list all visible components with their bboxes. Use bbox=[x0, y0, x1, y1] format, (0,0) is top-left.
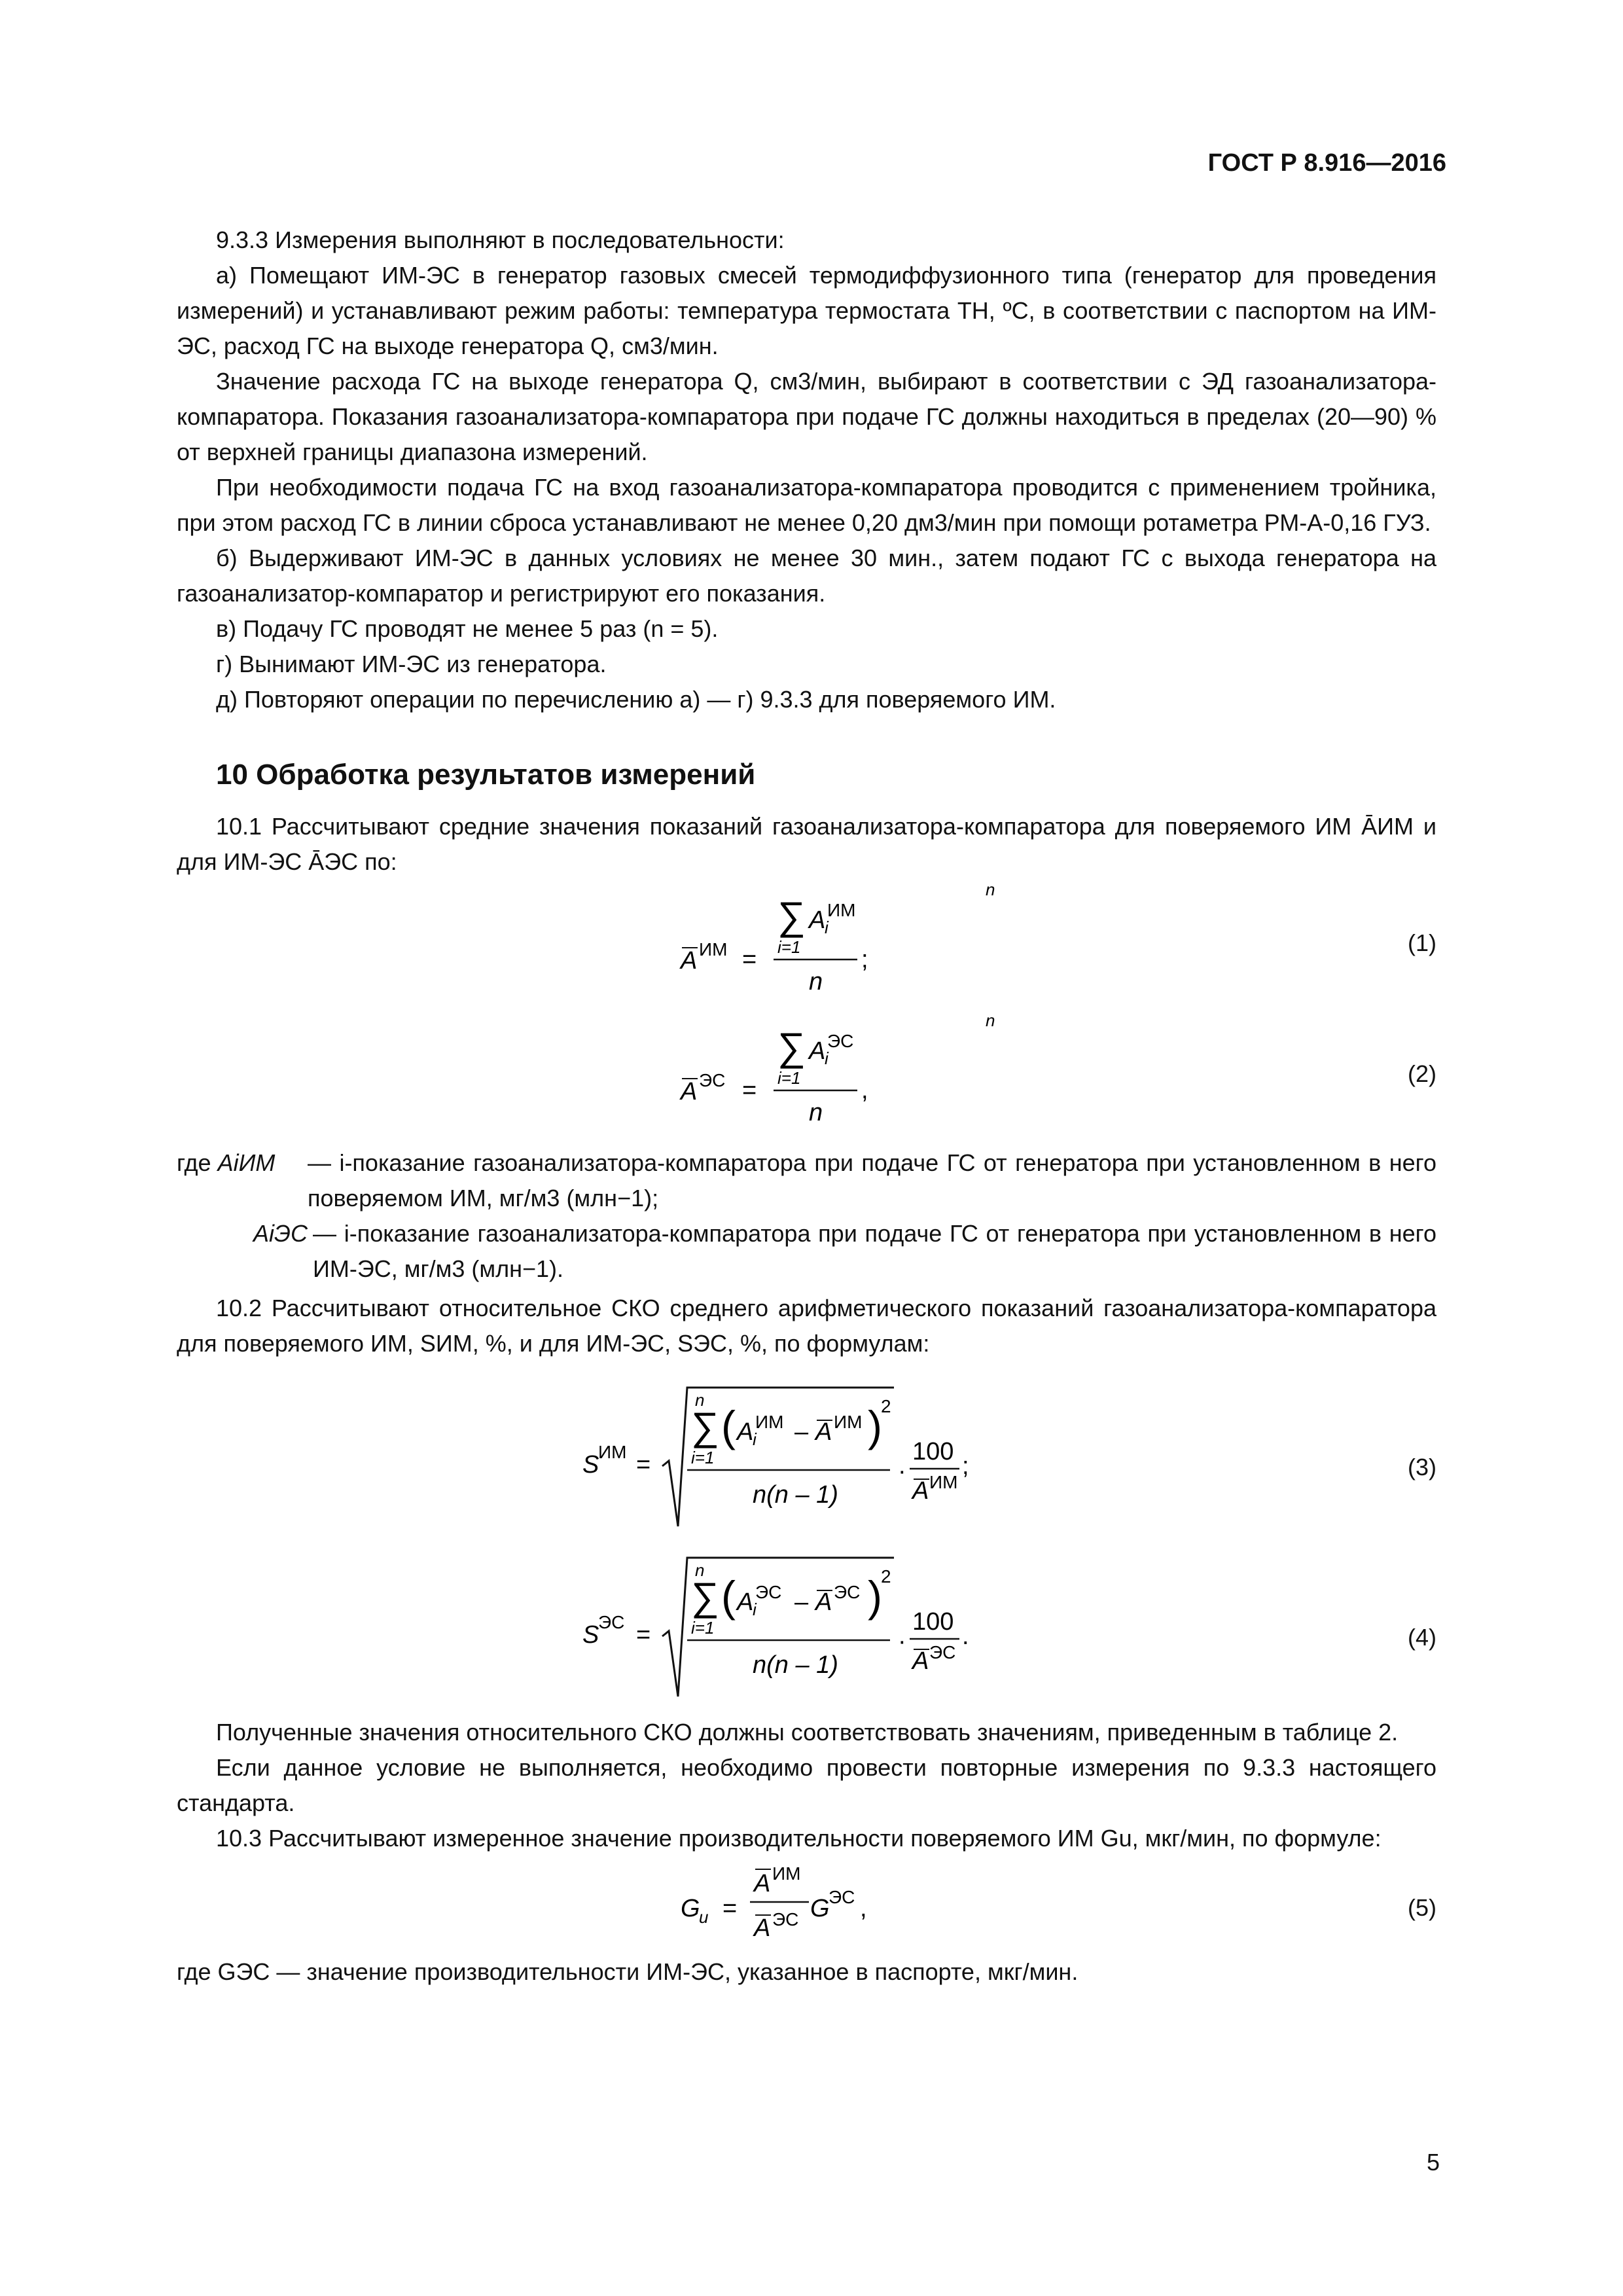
formula-5 bbox=[177, 1856, 1436, 1954]
denominator: n(n – 1) bbox=[753, 1481, 838, 1509]
where-block-1 bbox=[177, 1145, 1436, 1287]
svg-text:A: A bbox=[737, 1588, 754, 1616]
paragraph: 10.1 Рассчитывают средние значения показаний газоанализатора-компаратора для поверяемого ИМ ĀИМ и для ИМ-ЭС ĀЭС по: bbox=[177, 813, 1436, 875]
formula-number: (4) bbox=[1408, 1624, 1436, 1651]
sum-upper-limit: n bbox=[986, 1011, 995, 1030]
paragraph: Если данное условие не выполняется, необходимо провести повторные измерения по 9.3.3 настоящего стандарта. bbox=[177, 1754, 1436, 1816]
svg-text:ИМ: ИМ bbox=[834, 1412, 863, 1432]
svg-text:(: ( bbox=[721, 1572, 736, 1621]
svg-text:A: A bbox=[737, 1418, 754, 1446]
formula-end: ; bbox=[962, 1452, 969, 1480]
svg-text:–: – bbox=[794, 1418, 809, 1446]
formula-number: (5) bbox=[1408, 1894, 1436, 1921]
svg-text:G: G bbox=[810, 1895, 830, 1922]
where-block-2: где GЭС — значение производительности ИМ-ЭС, указанное в паспорте, мкг/мин. bbox=[177, 1958, 1079, 1985]
svg-text:∑: ∑ bbox=[691, 1405, 719, 1448]
page-number: 5 bbox=[1426, 2149, 1440, 2176]
where-symbol: где AiИМ bbox=[177, 1149, 276, 1176]
svg-text:=: = bbox=[636, 1451, 651, 1479]
paragraph: Значение расхода ГС на выходе генератора Q, см3/мин, выбирают в соответствии с ЭД газоанализатора-компаратора. Показания газоанализатора-компаратора при подаче ГС должны находиться в пределах (20—90) % от верхней границы диапазона измерений. bbox=[177, 368, 1436, 465]
where-row bbox=[177, 1216, 1436, 1287]
formula-3-graphic bbox=[177, 1374, 1436, 1545]
svg-text:A: A bbox=[815, 1588, 832, 1616]
sum-term: A bbox=[809, 1037, 826, 1065]
sum-sign: ∑ bbox=[777, 1025, 806, 1069]
svg-text:ИМ: ИМ bbox=[929, 1472, 958, 1492]
g-sup: ЭС bbox=[829, 1887, 855, 1907]
page-content bbox=[177, 223, 1436, 1990]
denominator: n bbox=[809, 968, 823, 996]
formula-1 bbox=[177, 880, 1436, 1011]
formula-end: , bbox=[861, 1077, 868, 1104]
svg-text:=: = bbox=[742, 946, 757, 973]
svg-text:i=1: i=1 bbox=[691, 1618, 715, 1638]
power: 2 bbox=[881, 1566, 891, 1587]
numerator-sup: ИМ bbox=[772, 1863, 801, 1884]
lhs-sup: ИМ bbox=[598, 1442, 627, 1462]
where-text: — i-показание газоанализатора-компаратора при подаче ГС от генератора при установленном в него поверяемом ИМ, мг/м3 (млн−1); bbox=[308, 1149, 1436, 1211]
svg-text:n: n bbox=[695, 1390, 705, 1410]
formula-4-graphic bbox=[177, 1545, 1436, 1715]
formula-1-graphic bbox=[177, 880, 1436, 1011]
lhs-sup: ИМ bbox=[699, 939, 728, 960]
formula-2 bbox=[177, 1011, 1436, 1141]
formula-number: (3) bbox=[1408, 1454, 1436, 1480]
paragraph: а) Помещают ИМ-ЭС в генератор газовых смесей термодиффузионного типа (генератор для проведения измерений) и устанавливают режим работы: температура термостата TН, ºС, в соответствии с паспортом на ИМ-ЭС, расход ГС на выходе генератора Q, см3/мин. bbox=[177, 262, 1436, 359]
paragraph: 10.3 Рассчитывают измеренное значение производительности поверяемого ИМ Gu, мкг/мин, по формуле: bbox=[216, 1825, 1382, 1852]
svg-text:·: · bbox=[898, 1628, 906, 1655]
paragraph: д) Повторяют операции по перечислению а) — г) 9.3.3 для поверяемого ИМ. bbox=[216, 686, 1056, 713]
power: 2 bbox=[881, 1396, 891, 1416]
where-text: — i-показание газоанализатора-компаратора при подаче ГС от генератора при установленном в него ИМ-ЭС, мг/м3 (млн−1). bbox=[313, 1220, 1436, 1282]
sum-sign: ∑ bbox=[777, 894, 806, 938]
svg-text:): ) bbox=[868, 1572, 882, 1621]
svg-text:): ) bbox=[868, 1402, 882, 1450]
svg-text:i=1: i=1 bbox=[691, 1448, 715, 1467]
sum-term: A bbox=[809, 906, 826, 934]
svg-text:A: A bbox=[912, 1647, 929, 1675]
formula-2-graphic bbox=[177, 1011, 1436, 1141]
lhs-sup: ЭС bbox=[598, 1612, 625, 1632]
where-row bbox=[177, 1145, 1436, 1216]
svg-text:i: i bbox=[753, 1429, 757, 1449]
svg-text:=: = bbox=[742, 1077, 757, 1104]
svg-text:A: A bbox=[754, 1914, 771, 1942]
sum-term-sub: i bbox=[825, 918, 829, 937]
sum-term-sup: ЭС bbox=[827, 1031, 854, 1051]
hundred: 100 bbox=[912, 1438, 954, 1465]
lhs-symbol: S bbox=[582, 1451, 599, 1479]
formula-number: (1) bbox=[1408, 929, 1436, 956]
formula-number: (2) bbox=[1408, 1060, 1436, 1087]
svg-text:A: A bbox=[912, 1477, 929, 1505]
svg-text:∑: ∑ bbox=[691, 1575, 719, 1619]
inner-sup: ЭС bbox=[755, 1582, 782, 1602]
svg-text:ЭС: ЭС bbox=[834, 1582, 861, 1602]
svg-text:i: i bbox=[753, 1600, 757, 1619]
lhs-symbol: G bbox=[681, 1895, 700, 1922]
sum-lower-limit: i=1 bbox=[777, 1068, 801, 1088]
svg-text:=: = bbox=[722, 1895, 738, 1922]
paragraph: б) Выдерживают ИМ-ЭС в данных условиях не менее 30 мин., затем подают ГС с выхода генератора на газоанализатор-компаратор и регистрируют его показания. bbox=[177, 545, 1436, 607]
formula-end: . bbox=[962, 1623, 969, 1650]
document-code: ГОСТ Р 8.916—2016 bbox=[1207, 149, 1446, 177]
paragraph: Полученные значения относительного СКО должны соответствовать значениям, приведенным в таблице 2. bbox=[216, 1719, 1399, 1746]
paragraph: При необходимости подача ГС на вход газоанализатора-компаратора проводится с применением тройника, при этом расход ГС в линии сброса устанавливают не менее 0,20 дм3/мин при помощи ротаметра РМ-А-0,16 ГУЗ. bbox=[177, 474, 1436, 536]
formula-end: ; bbox=[861, 946, 868, 973]
svg-text:=: = bbox=[636, 1621, 651, 1649]
sum-term-sup: ИМ bbox=[827, 900, 856, 920]
svg-text:·: · bbox=[898, 1458, 906, 1485]
formula-3 bbox=[177, 1374, 1436, 1545]
lhs-sup: ЭС bbox=[699, 1070, 726, 1090]
lhs-symbol: A bbox=[681, 1078, 698, 1105]
where-symbol: AiЭС bbox=[253, 1220, 308, 1247]
paragraph: 10.2 Рассчитывают относительное СКО среднего арифметического показаний газоанализатора-компаратора для поверяемого ИМ, SИМ, %, и для ИМ-ЭС, SЭС, %, по формулам: bbox=[177, 1295, 1436, 1357]
formula-4 bbox=[177, 1545, 1436, 1715]
lhs-sub: u bbox=[699, 1907, 709, 1927]
denominator: n(n – 1) bbox=[753, 1651, 838, 1679]
sum-upper-limit: n bbox=[986, 880, 995, 899]
denominator: n bbox=[809, 1099, 823, 1126]
formula-end: , bbox=[860, 1895, 867, 1922]
paragraph: 9.3.3 Измерения выполняют в последовательности: bbox=[216, 226, 785, 253]
sum-lower-limit: i=1 bbox=[777, 937, 801, 957]
formula-5-graphic bbox=[177, 1856, 1436, 1954]
paragraph: г) Вынимают ИМ-ЭС из генератора. bbox=[216, 651, 607, 677]
sum-term-sub: i bbox=[825, 1049, 829, 1068]
svg-text:ЭС: ЭС bbox=[929, 1642, 956, 1662]
section-title: 10 Обработка результатов измерений bbox=[216, 759, 756, 791]
paragraph: в) Подачу ГС проводят не менее 5 раз (n = 5). bbox=[216, 615, 719, 642]
denominator-sup: ЭС bbox=[772, 1909, 799, 1929]
svg-text:A: A bbox=[754, 1870, 771, 1897]
svg-text:(: ( bbox=[721, 1402, 736, 1450]
svg-text:–: – bbox=[794, 1588, 809, 1616]
hundred: 100 bbox=[912, 1608, 954, 1636]
lhs-symbol: A bbox=[681, 947, 698, 975]
lhs-symbol: S bbox=[582, 1621, 599, 1649]
inner-sup: ИМ bbox=[755, 1412, 784, 1432]
svg-text:n: n bbox=[695, 1560, 705, 1580]
svg-text:A: A bbox=[815, 1418, 832, 1446]
